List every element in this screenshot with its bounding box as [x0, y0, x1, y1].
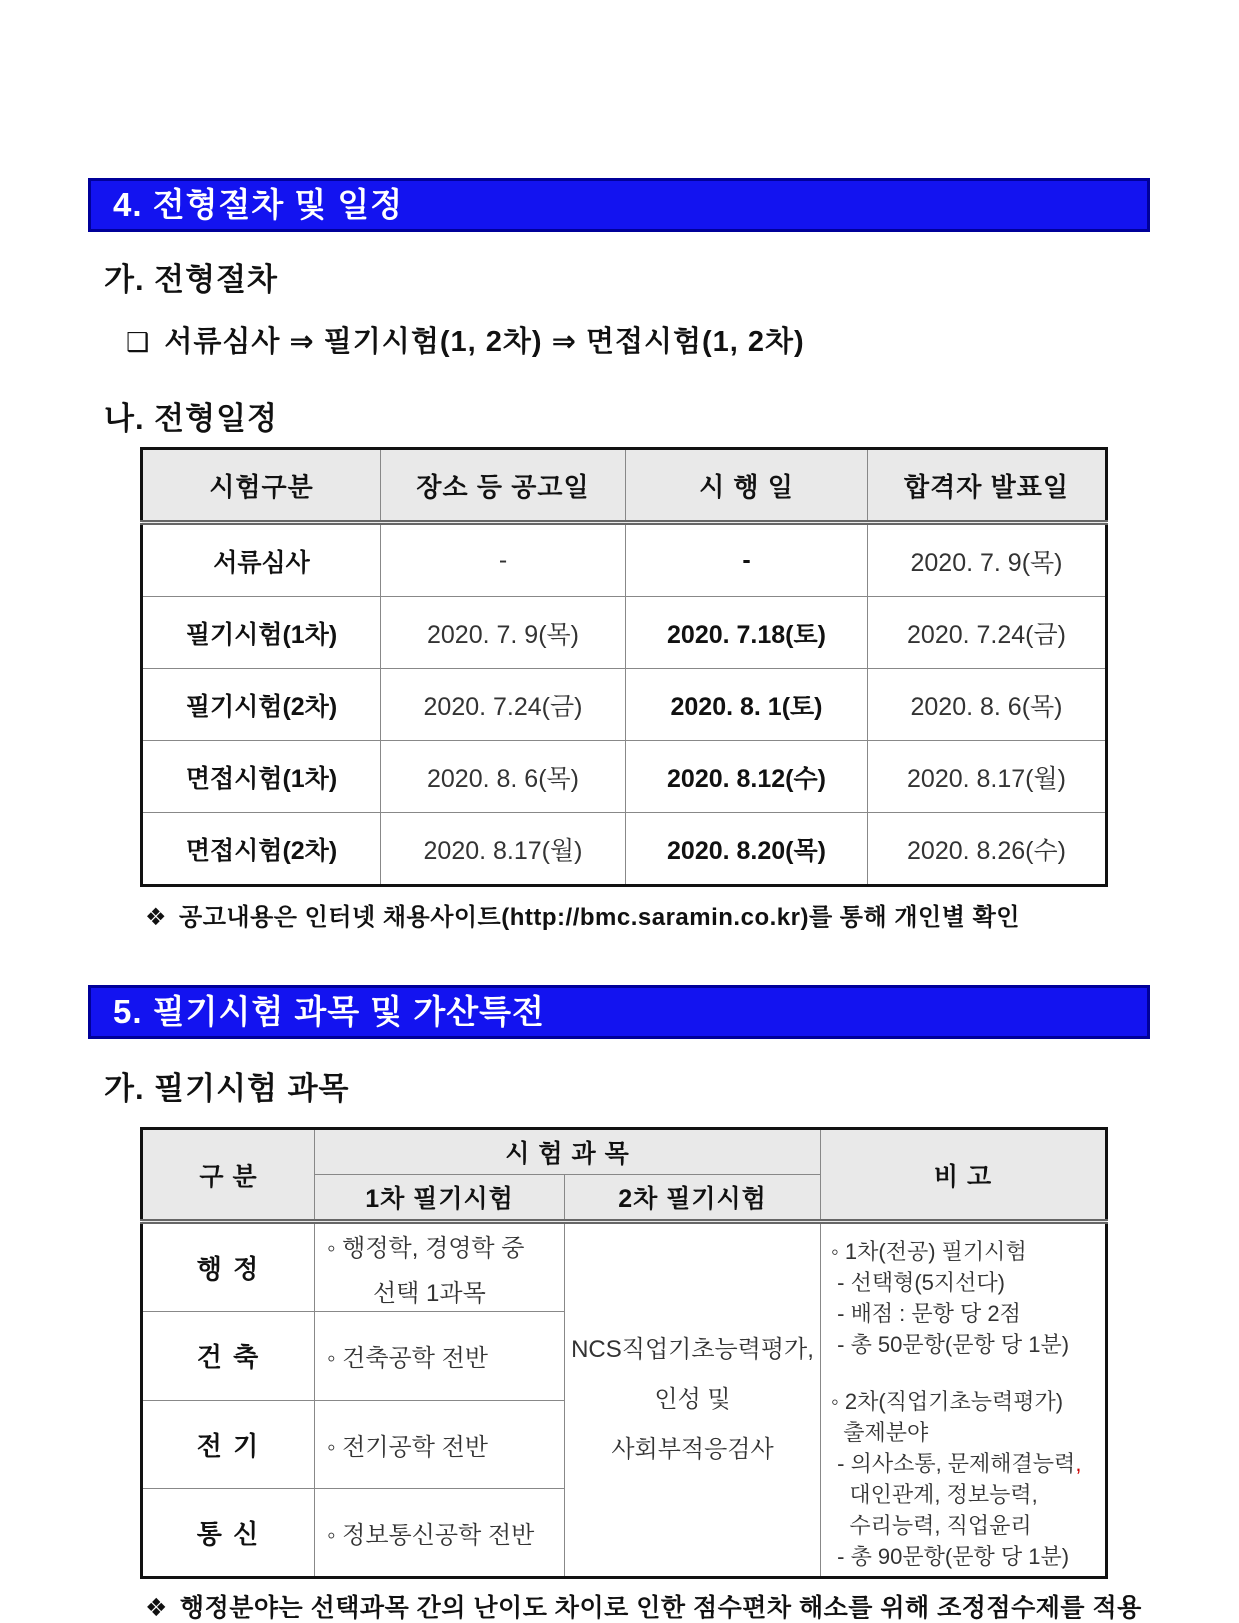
schedule-header-exam-date: 시 행 일: [626, 449, 868, 523]
remark-line-part: - 의사소통, 문제해결능력: [831, 1451, 1076, 1476]
first-exam-subject: ◦ 정보통신공학 전반: [315, 1488, 565, 1577]
red-comma: ,: [1075, 1451, 1082, 1476]
exam-date: 2020. 8.20(목): [626, 813, 868, 886]
first-exam-subject: ◦ 전기공학 전반: [315, 1400, 565, 1488]
schedule-header-result-date: 합격자 발표일: [868, 449, 1107, 523]
remark-line: ◦ 1차(전공) 필기시험: [831, 1239, 1027, 1264]
procedure-flow-text: 서류심사 ⇒ 필기시험(1, 2차) ⇒ 면접시험(1, 2차): [164, 326, 805, 358]
schedule-note-text: 공고내용은 인터넷 채용사이트(http://bmc.saramin.co.kr)를 통해 개인별 확인: [179, 904, 1020, 931]
remarks-cell: [821, 1222, 1107, 1578]
subject-line: ◦ 행정학, 경영학 중: [327, 1234, 525, 1262]
exam-date: -: [626, 523, 868, 597]
remark-line: ◦ 2차(직업기초능력평가): [831, 1389, 1064, 1414]
table-row: [142, 741, 1107, 813]
section4-heading-b: 나. 전형일정: [104, 401, 278, 436]
subject-note: [145, 1593, 1150, 1623]
exam-category: 면접시험(2차): [142, 813, 381, 886]
section4-heading-a: 가. 전형절차: [104, 262, 278, 297]
table-row: [142, 523, 1107, 597]
schedule-header-row: [142, 449, 1107, 523]
notice-date: 2020. 8.17(월): [381, 813, 626, 886]
result-date: 2020. 8.17(월): [868, 741, 1107, 813]
exam-date: 2020. 8.12(수): [626, 741, 868, 813]
table-row: [142, 597, 1107, 669]
result-date: 2020. 8.26(수): [868, 813, 1107, 886]
second-exam-subject: [565, 1222, 821, 1578]
notice-date: 2020. 8. 6(목): [381, 741, 626, 813]
remark-line: - 배점 : 문항 당 2점: [831, 1301, 1021, 1326]
procedure-flow-line: [126, 323, 1150, 361]
schedule-table: [140, 447, 1108, 887]
remark-line: 출제분야: [831, 1420, 929, 1445]
section5-header-bar: [88, 985, 1150, 1039]
table-row: [142, 669, 1107, 741]
field-category: 전 기: [142, 1400, 315, 1488]
exam-category: 서류심사: [142, 523, 381, 597]
diamond-bullet-icon: ❖: [145, 1594, 168, 1622]
table-row: [142, 1222, 1107, 1312]
field-category: 건 축: [142, 1312, 315, 1400]
exam-category: 필기시험(2차): [142, 669, 381, 741]
notice-date: 2020. 7. 9(목): [381, 597, 626, 669]
diamond-bullet-icon: ❖: [145, 904, 168, 931]
schedule-header-notice-date: 장소 등 공고일: [381, 449, 626, 523]
subject-header-subjects: 시 험 과 목: [315, 1129, 821, 1175]
field-category: 통 신: [142, 1488, 315, 1577]
checkbox-square-icon: ❑: [126, 327, 151, 357]
table-row: [142, 813, 1107, 886]
result-date: 2020. 7. 9(목): [868, 523, 1107, 597]
remark-line: 수리능력, 직업윤리: [831, 1513, 1032, 1538]
remark-line: - 총 90문항(문항 당 1분): [831, 1544, 1070, 1569]
schedule-note: [145, 903, 1150, 933]
exam-date: 2020. 8. 1(토): [626, 669, 868, 741]
exam-date: 2020. 7.18(토): [626, 597, 868, 669]
ncs-line: 사회부적응검사: [611, 1436, 774, 1463]
subject-header-row-top: [142, 1129, 1107, 1175]
subject-header-note: 비 고: [821, 1129, 1107, 1222]
section4-title: 4. 전형절차 및 일정: [113, 186, 404, 223]
ncs-line: 인성 및: [654, 1386, 731, 1413]
section5-title: 5. 필기시험 과목 및 가산특전: [113, 993, 545, 1030]
remark-line: - 총 50문항(문항 당 1분): [831, 1332, 1070, 1357]
result-date: 2020. 7.24(금): [868, 597, 1107, 669]
subject-header-second-exam: 2차 필기시험: [565, 1175, 821, 1222]
remark-line: [831, 1448, 1101, 1479]
ncs-line: NCS직업기초능력평가,: [571, 1336, 814, 1363]
exam-category: 면접시험(1차): [142, 741, 381, 813]
subject-line: 선택 1과목: [373, 1279, 486, 1307]
remark-line: 대인관계, 정보능력,: [831, 1482, 1038, 1507]
first-exam-subject: [315, 1222, 565, 1312]
notice-date: 2020. 7.24(금): [381, 669, 626, 741]
subject-header-first-exam: 1차 필기시험: [315, 1175, 565, 1222]
remark-line: - 선택형(5지선다): [831, 1270, 1005, 1295]
subject-note-text: 행정분야는 선택과목 간의 난이도 차이로 인한 점수편차 해소를 위해 조정점수제를 적용: [179, 1594, 1142, 1622]
notice-date: -: [381, 523, 626, 597]
first-exam-subject: ◦ 건축공학 전반: [315, 1312, 565, 1400]
section5-heading-a: 가. 필기시험 과목: [104, 1071, 350, 1106]
result-date: 2020. 8. 6(목): [868, 669, 1107, 741]
field-category: 행 정: [142, 1222, 315, 1312]
section4-header-bar: [88, 178, 1150, 232]
subject-header-category: 구 분: [142, 1129, 315, 1222]
page-content: [88, 0, 1150, 1623]
subject-table: [140, 1127, 1108, 1579]
exam-category: 필기시험(1차): [142, 597, 381, 669]
remark-spacer: [831, 1360, 1101, 1386]
schedule-header-category: 시험구분: [142, 449, 381, 523]
